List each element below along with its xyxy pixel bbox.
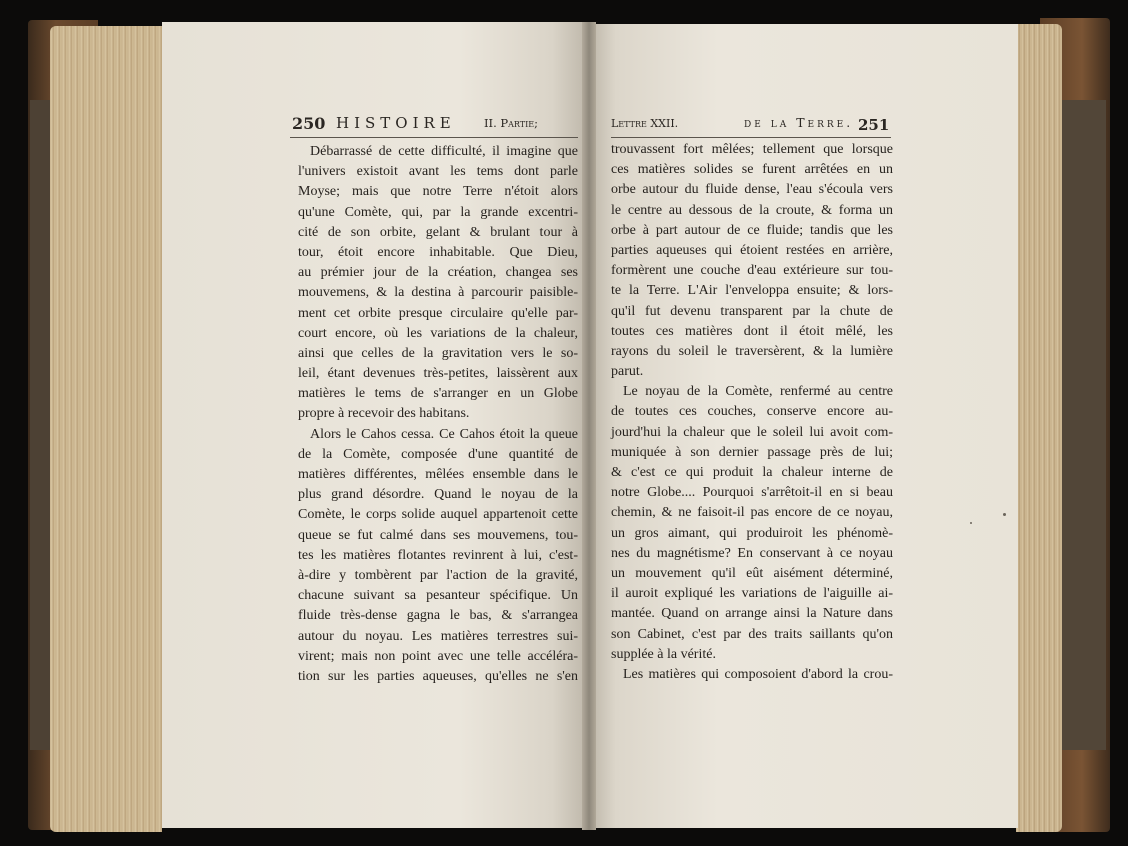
- right-header-rule: [611, 137, 891, 138]
- text-line: chemin, & ne faisoit-il pas encore de ce noyau,: [611, 505, 893, 521]
- text-line: qu'il fut devenu transparent par la chute de: [611, 303, 893, 319]
- text-line: orbe à part autour de ce fluide; tandis que les: [611, 222, 893, 238]
- right-page-number: 251: [858, 116, 890, 134]
- text-line: orbe autour du fluide dense, l'eau s'écoula vers: [611, 182, 893, 198]
- text-line: & c'est ce qui produit la chaleur interne de: [611, 465, 893, 480]
- text-line: l'univers existoit avant les tems dont parle: [298, 164, 578, 180]
- left-running-title: HISTOIRE: [336, 114, 456, 132]
- text-line: parties aqueuses qui étoient restées en arrière,: [611, 242, 893, 258]
- text-line: supplée à la vérité.: [611, 646, 716, 662]
- text-line: notre Globe.... Pourquoi s'arrêtoit-il en si beau: [611, 485, 893, 501]
- text-line: toutes ces matières dont il étoit mêlé, les: [611, 323, 893, 339]
- text-line: un gros aimant, qui produiroit les phénomè-: [611, 525, 893, 541]
- text-line: Moyse; mais que notre Terre n'étoit alors: [298, 184, 578, 200]
- left-page-number: 250: [292, 114, 326, 133]
- text-line: de toutes ces couches, conserve encore au-: [611, 404, 893, 420]
- text-line: rayons du soleil le traversèrent, & la lumière: [611, 343, 893, 359]
- text-line: te la Terre. L'Air l'enveloppa ensuite; & lors-: [611, 283, 893, 299]
- text-line: virent; mais non point avec une telle accéléra-: [298, 648, 578, 664]
- text-line: fluide très-dense gagna le bas, & s'arrangea: [298, 608, 578, 624]
- text-line: parut.: [611, 364, 644, 380]
- right-running-lettre: Lettre XXII.: [611, 117, 679, 130]
- text-line: cité de son orbite, gelant & brulant tour à: [298, 224, 578, 240]
- page-speck: [970, 522, 972, 524]
- text-line: Alors le Cahos cessa. Ce Cahos étoit la queue: [310, 426, 578, 442]
- right-page-edges: [1016, 24, 1062, 832]
- text-line: tour, étoit encore inhabitable. Que Dieu,: [298, 244, 578, 260]
- text-line: matières le tems de s'arranger en un Globe: [298, 386, 578, 402]
- book-gutter: [582, 22, 596, 830]
- text-line: plus grand désordre. Quand le noyau de la: [298, 487, 578, 503]
- page-speck: [1003, 513, 1006, 516]
- text-line: muniquée à son dernier passage près de lui;: [611, 444, 893, 460]
- right-running-title: de la Terre.: [744, 115, 854, 130]
- text-line: propre à recevoir des habitans.: [298, 406, 470, 422]
- left-page-body: [298, 142, 578, 687]
- text-line: qu'une Comète, qui, par la grande excentri-: [298, 204, 578, 220]
- text-line: à-dire y tombèrent par l'action de la gravité,: [298, 567, 578, 583]
- left-header-rule: [290, 137, 578, 138]
- text-line: matières différentes, mêlées ensemble dans le: [298, 467, 578, 482]
- text-line: tion sur les parties aqueuses, qu'elles ne s'en: [298, 668, 578, 684]
- text-line: ces matières solides se furent arrêtées en un: [611, 162, 893, 178]
- text-line: Comète, le corps solide auquel appartenoit cette: [298, 507, 578, 523]
- text-line: court encore, où les variations de la chaleur,: [298, 325, 578, 341]
- text-line: chacune suivant sa pesanteur spécifique. Un: [298, 588, 578, 604]
- text-line: Débarrassé de cette difficulté, il imagine que: [310, 144, 578, 159]
- left-page-edges: [50, 26, 162, 832]
- text-line: au prémier jour de la création, changea ses: [298, 265, 578, 281]
- text-line: son Cabinet, c'est par des traits saillants qu'on: [611, 626, 893, 642]
- text-line: leil, étant devenues très-petites, laissèrent aux: [298, 366, 578, 382]
- right-cover-endpaper: [1062, 100, 1106, 750]
- text-line: autour du noyau. Les matières terrestres sui-: [298, 628, 578, 644]
- text-line: queue se fut calmé dans ses mouvemens, tou-: [298, 527, 578, 543]
- left-running-part: II. Partie;: [484, 116, 539, 130]
- text-line: mantée. Quand on arrange ainsi la Nature dans: [611, 606, 893, 622]
- text-line: tes les matières flotantes revinrent à lui, c'est-: [298, 547, 578, 563]
- text-line: nes du magnétisme? En conservant à ce noyau: [611, 545, 893, 561]
- text-line: Les matières qui composoient d'abord la crou-: [623, 666, 893, 682]
- text-line: mouvemens, & la destina à parcourir paisible-: [298, 285, 578, 301]
- text-line: de la Comète, composée d'une quantité de: [298, 446, 578, 462]
- text-line: il auroit expliqué les variations de l'aiguille ai-: [611, 586, 893, 602]
- text-line: ainsi que celles de la gravitation vers le so-: [298, 345, 578, 361]
- text-line: formèrent une couche d'eau extérieure sur tou-: [611, 263, 893, 279]
- text-line: ment cet orbite presque circulaire qu'elle par-: [298, 305, 578, 321]
- text-line: le centre au dessous de la croute, & forma un: [611, 202, 893, 218]
- text-line: Le noyau de la Comète, renfermé au centre: [623, 384, 893, 400]
- right-page-body: [611, 140, 893, 685]
- text-line: jourd'hui la chaleur que le soleil lui avoit com-: [611, 424, 893, 440]
- text-line: un mouvement qu'il eût aisément déterminé,: [611, 565, 893, 581]
- text-line: trouvassent fort mêlées; tellement que lorsque: [611, 142, 893, 157]
